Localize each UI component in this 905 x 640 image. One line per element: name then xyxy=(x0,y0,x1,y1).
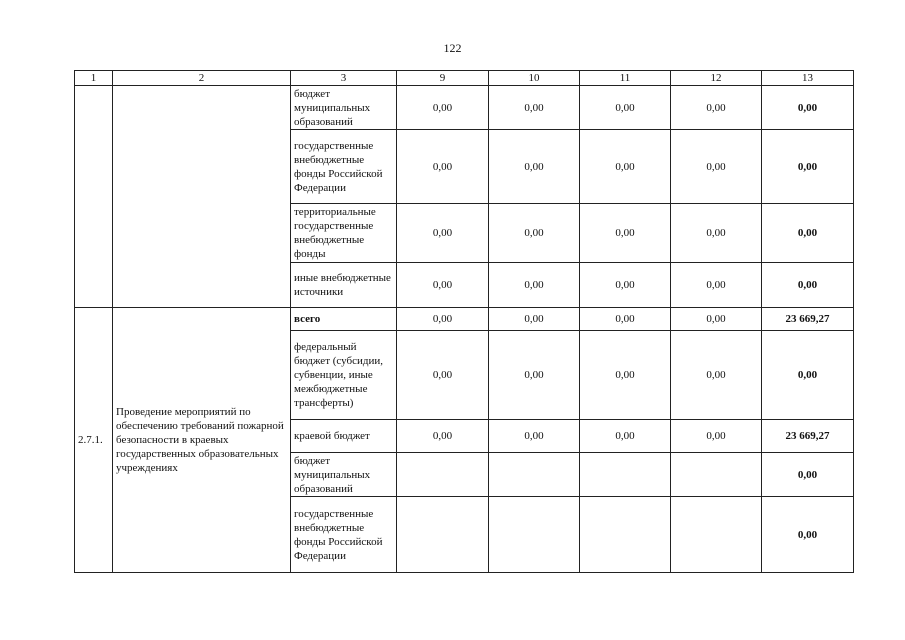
value-cell-9: 0,00 xyxy=(397,308,489,331)
value-cell-9: 0,00 xyxy=(397,204,489,263)
value-cell-11: 0,00 xyxy=(580,204,671,263)
value-cell-10: 0,00 xyxy=(489,86,580,130)
value-cell-12: 0,00 xyxy=(671,86,762,130)
value-cell-11: 0,00 xyxy=(580,263,671,308)
value-cell-10: 0,00 xyxy=(489,204,580,263)
header-col-10: 10 xyxy=(489,71,580,86)
value-cell-12: 0,00 xyxy=(671,308,762,331)
header-col-2: 2 xyxy=(113,71,291,86)
value-cell-10: 0,00 xyxy=(489,420,580,453)
value-cell-10: 0,00 xyxy=(489,130,580,204)
source-cell: территориальные государственные внебюджетные фонды xyxy=(291,204,397,263)
page-number: 122 xyxy=(443,41,462,55)
source-cell: федеральный бюджет (субсидии, субвенции, иные межбюджетные трансферты) xyxy=(291,331,397,420)
source-cell: иные внебюджетные источники xyxy=(291,263,397,308)
total-cell-13: 0,00 xyxy=(762,453,854,497)
value-cell-9: 0,00 xyxy=(397,86,489,130)
source-cell: всего xyxy=(291,308,397,331)
total-cell-13: 0,00 xyxy=(762,497,854,573)
value-cell-9: 0,00 xyxy=(397,130,489,204)
continued-index-cell xyxy=(75,86,113,308)
header-col-12: 12 xyxy=(671,71,762,86)
value-cell-11: 0,00 xyxy=(580,420,671,453)
header-col-13: 13 xyxy=(762,71,854,86)
value-cell-11: 0,00 xyxy=(580,308,671,331)
table-row xyxy=(75,86,854,130)
value-cell-12 xyxy=(671,497,762,573)
value-cell-9: 0,00 xyxy=(397,420,489,453)
continued-name-cell xyxy=(113,86,291,308)
value-cell-11: 0,00 xyxy=(580,86,671,130)
header-col-3: 3 xyxy=(291,71,397,86)
table-row xyxy=(75,308,854,331)
value-cell-9 xyxy=(397,453,489,497)
value-cell-12: 0,00 xyxy=(671,263,762,308)
source-cell: краевой бюджет xyxy=(291,420,397,453)
value-cell-11: 0,00 xyxy=(580,331,671,420)
header-col-1: 1 xyxy=(75,71,113,86)
header-row xyxy=(75,71,854,86)
value-cell-10: 0,00 xyxy=(489,263,580,308)
value-cell-10: 0,00 xyxy=(489,308,580,331)
value-cell-12 xyxy=(671,453,762,497)
value-cell-11: 0,00 xyxy=(580,130,671,204)
source-cell: бюджет муниципальных образований xyxy=(291,86,397,130)
value-cell-12: 0,00 xyxy=(671,130,762,204)
item-name: Проведение мероприятий по обеспечению требований пожарной безопасности в краевых государственных образовательных учреждениях xyxy=(113,308,291,573)
total-cell-13: 23 669,27 xyxy=(762,308,854,331)
value-cell-12: 0,00 xyxy=(671,331,762,420)
total-cell-13: 0,00 xyxy=(762,130,854,204)
value-cell-11 xyxy=(580,453,671,497)
source-cell: государственные внебюджетные фонды Российской Федерации xyxy=(291,497,397,573)
value-cell-9: 0,00 xyxy=(397,331,489,420)
value-cell-12: 0,00 xyxy=(671,420,762,453)
value-cell-10 xyxy=(489,453,580,497)
total-cell-13: 0,00 xyxy=(762,204,854,263)
header-col-9: 9 xyxy=(397,71,489,86)
item-index: 2.7.1. xyxy=(75,308,113,573)
value-cell-12: 0,00 xyxy=(671,204,762,263)
total-cell-13: 23 669,27 xyxy=(762,420,854,453)
budget-table xyxy=(74,70,854,573)
source-cell: государственные внебюджетные фонды Российской Федерации xyxy=(291,130,397,204)
value-cell-11 xyxy=(580,497,671,573)
value-cell-9: 0,00 xyxy=(397,263,489,308)
value-cell-9 xyxy=(397,497,489,573)
header-col-11: 11 xyxy=(580,71,671,86)
value-cell-10 xyxy=(489,497,580,573)
total-cell-13: 0,00 xyxy=(762,86,854,130)
value-cell-10: 0,00 xyxy=(489,331,580,420)
total-cell-13: 0,00 xyxy=(762,263,854,308)
source-cell: бюджет муниципальных образований xyxy=(291,453,397,497)
total-cell-13: 0,00 xyxy=(762,331,854,420)
